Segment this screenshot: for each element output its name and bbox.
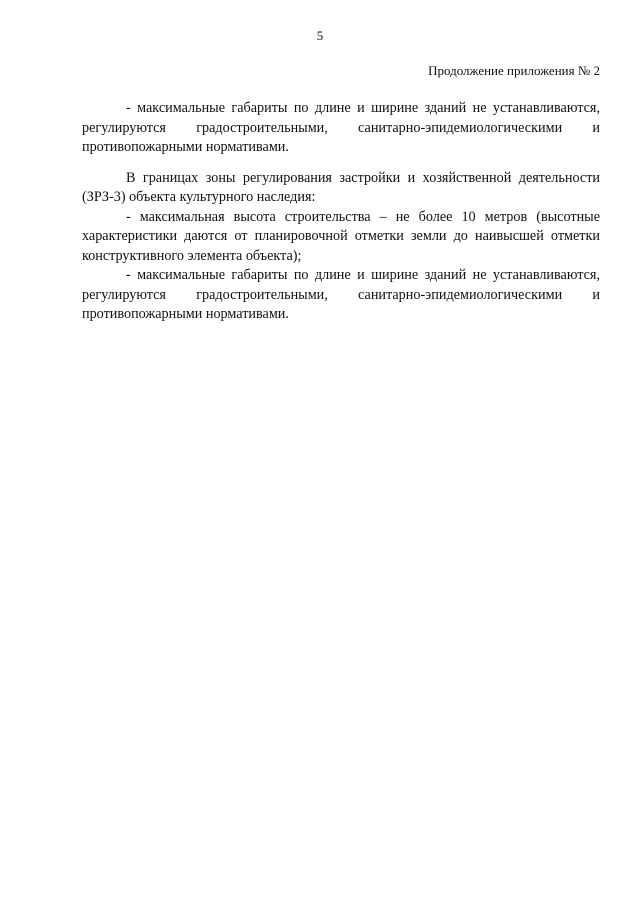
document-body <box>82 99 600 325</box>
paragraph-dimensions-1: - максимальные габариты по длине и ширине зданий не устанавливаются, регулируются градостроительными, санитарно-эпидемиологическими и противопожарными нормативами. <box>82 100 600 155</box>
paragraph-zone-zrz3: В границах зоны регулирования застройки и хозяйственной деятельности (ЗРЗ-3) объекта культурного наследия: <box>82 169 600 205</box>
paragraph-dimensions-2: - максимальные габариты по длине и ширине зданий не устанавливаются, регулируются градостроительными, санитарно-эпидемиологическими и противопожарными нормативами. <box>82 267 600 322</box>
paragraph-max-height: - максимальная высота строительства – не более 10 метров (высотные характеристики даются от планировочной отметки земли до наивысшей отметки конструктивного элемента объекта); <box>82 208 600 264</box>
paragraph-gap <box>82 158 600 169</box>
page-number: 5 <box>316 28 324 43</box>
appendix-continuation-note: Продолжение приложения № 2 <box>428 63 600 78</box>
